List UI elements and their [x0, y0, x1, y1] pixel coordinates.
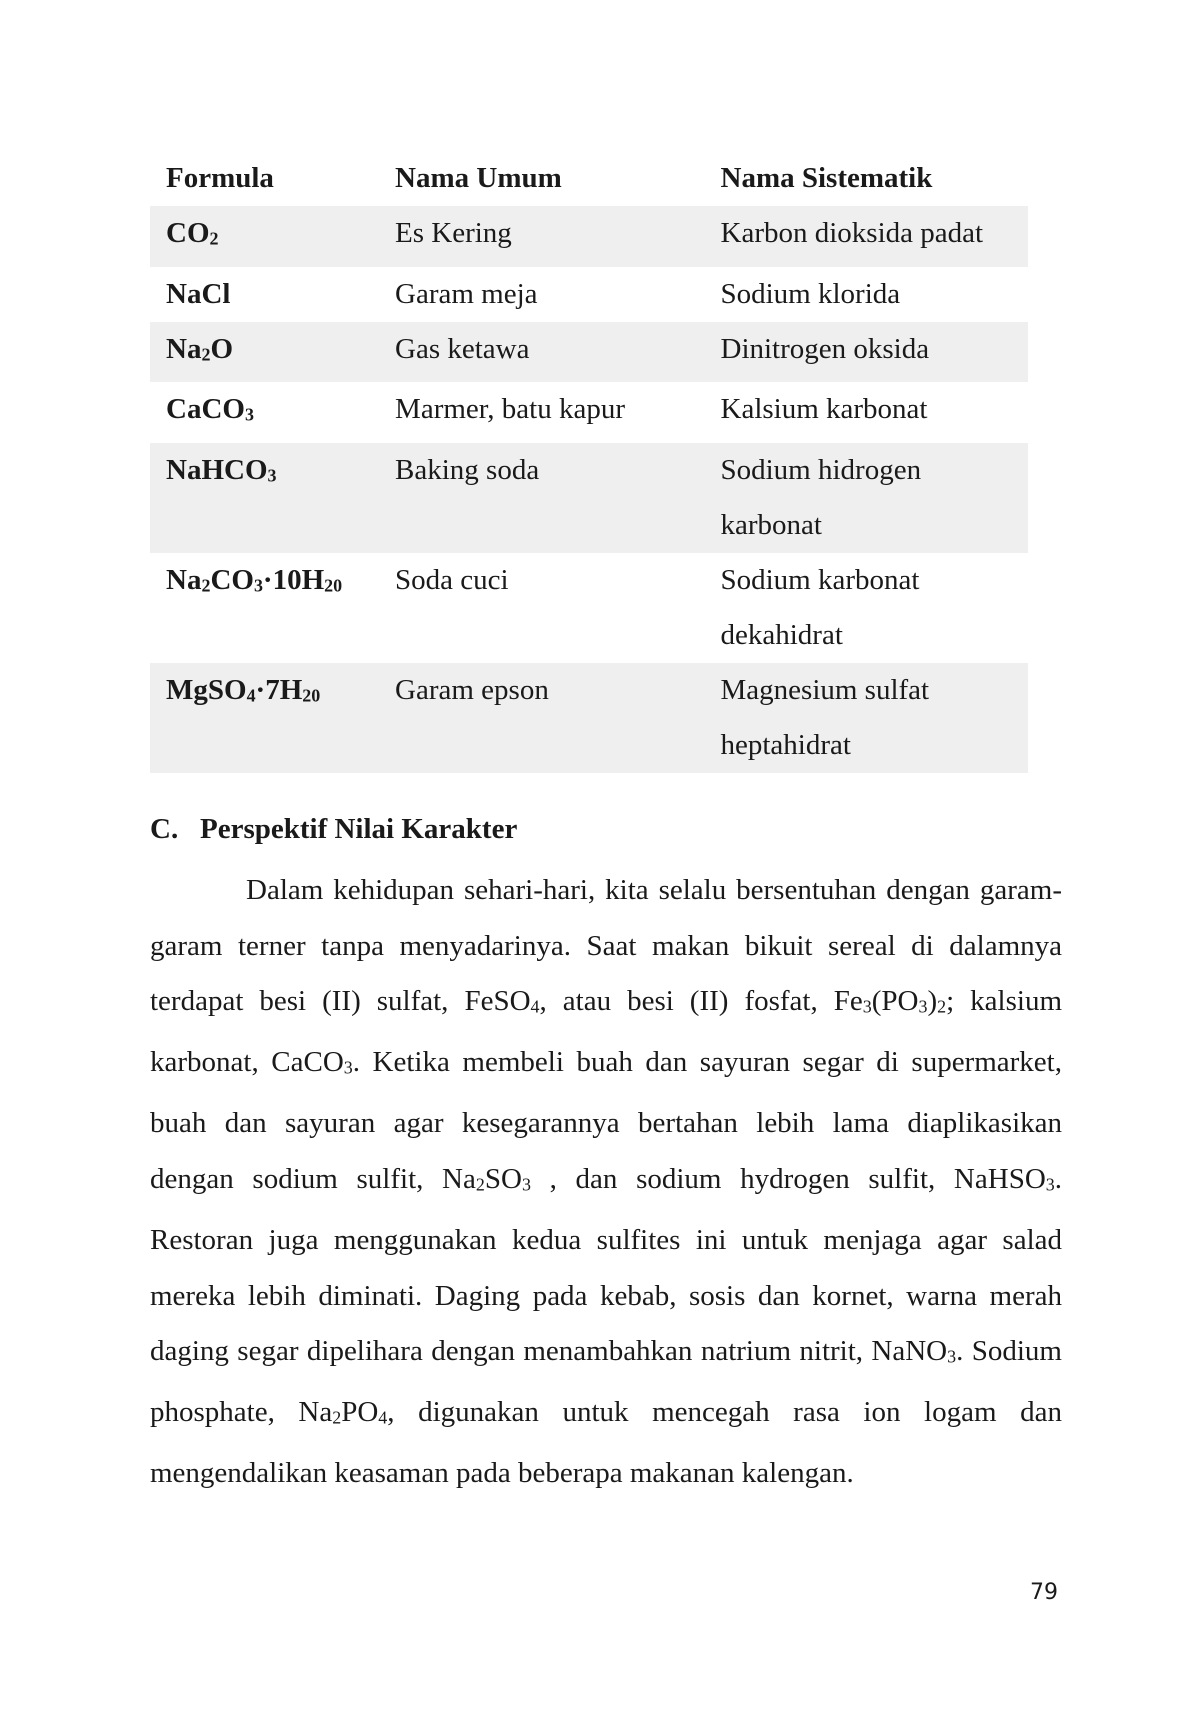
table-row — [150, 206, 1028, 267]
table-row — [150, 267, 1028, 322]
systematic-name-cell: Sodium hidrogen karbonat — [705, 443, 1029, 553]
common-name-cell: Garam meja — [395, 277, 538, 310]
header-common-name: Nama Umum — [395, 161, 562, 194]
systematic-name-cell: Kalsium karbonat — [720, 393, 928, 426]
chemical-names-table — [150, 150, 1028, 773]
table-header-row — [150, 150, 1028, 206]
table-row — [150, 382, 1028, 443]
systematic-name-cell: Sodium karbonat dekahidrat — [720, 564, 920, 652]
page-number: 79 — [1030, 1580, 1058, 1605]
formula-cell: CaCO$_3$ — [166, 393, 254, 426]
table-row — [150, 322, 1028, 383]
common-name-cell: Baking soda — [379, 443, 704, 553]
common-name-cell: Gas ketawa — [379, 322, 704, 383]
common-name-cell: Es Kering — [379, 206, 704, 267]
table-row — [150, 443, 1028, 553]
formula-cell: NaCl — [166, 277, 231, 310]
formula-cell: $Na_2CO_3\cdot 10H_{20}$ — [166, 564, 343, 597]
common-name-cell: Soda cuci — [395, 564, 509, 597]
formula-cell: $CO_2$ — [150, 206, 379, 267]
common-name-cell: Garam epson — [379, 663, 704, 773]
header-systematic-name: Nama Sistematik — [720, 161, 933, 194]
systematic-name-cell: Magnesium sulfat heptahidrat — [705, 663, 1029, 773]
section-title: Perspektif Nilai Karakter — [200, 813, 518, 845]
systematic-name-cell: Sodium klorida — [720, 277, 901, 310]
section-letter: C. — [150, 813, 179, 845]
formula-cell: $Na_2O$ — [150, 322, 379, 383]
formula-cell: $MgSO_4\cdot 7H_{20}$ — [150, 663, 379, 773]
header-formula: Formula — [166, 161, 274, 194]
systematic-name-cell: Dinitrogen oksida — [705, 322, 1029, 383]
systematic-name-cell: Karbon dioksida padat — [705, 206, 1029, 267]
body-paragraph: Dalam kehidupan sehari-hari, kita selalu bersentuhan dengan garam-garam terner tanpa menyadarinya. Saat makan bikuit sereal di dalamnya terdapat besi (II) sulfat, FeSO$_4$, atau besi (II) fosfat, $Fe_3(PO_3)_2$; kalsium karbonat, CaCO$_3$. Ketika membeli buah dan sayuran segar di supermarket, buah dan sayuran agar kesegarannya bertahan lebih lama diaplikasikan dengan sodium sulfit, $Na_2SO_3$ , dan sodium hydrogen sulfit, NaHSO$_3$. Restoran juga menggunakan kedua sulfites ini untuk menjaga agar salad mereka lebih diminati. Daging pada kebab, sosis dan kornet, warna merah daging segar dipelihara dengan menambahkan natrium nitrit, NaNO$_3$. Sodium phosphate, $Na_2PO_4$, digunakan untuk mencegah rasa ion logam dan mengendalikan keasaman pada beberapa makanan kalengan. — [150, 874, 1063, 1490]
section-heading — [150, 813, 517, 846]
table-row — [150, 663, 1028, 773]
table-row — [150, 553, 1028, 663]
document-page — [150, 150, 1063, 1490]
formula-cell: NaHCO$_3$ — [150, 443, 379, 553]
common-name-cell: Marmer, batu kapur — [395, 393, 625, 426]
